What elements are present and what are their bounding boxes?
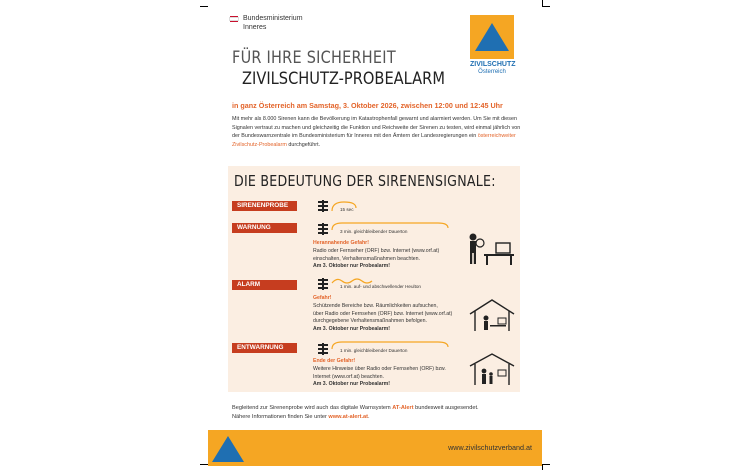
- footer-text: [232, 404, 532, 422]
- house-shelter-icon: [468, 298, 516, 332]
- caption-sirenenprobe: 15 sec: [340, 207, 354, 212]
- date-line: in ganz Österreich am Samstag, 3. Oktober 2026, zwischen 12:00 und 12:45 Uhr: [232, 101, 503, 110]
- page-title-line2: ZIVILSCHUTZ-PROBEALARM: [242, 69, 445, 89]
- at-alert-link[interactable]: www.at-alert.at: [328, 414, 368, 420]
- footer-line1: [232, 404, 532, 413]
- siren-icon: [318, 278, 328, 290]
- triangle-icon: [475, 23, 509, 51]
- siren-icon: [318, 200, 328, 212]
- label-alarm: ALARM: [232, 280, 297, 290]
- footer-line1-hl: AT-Alert: [392, 405, 414, 411]
- triangle-icon: [212, 436, 244, 462]
- desc-entwarnung-line: Internet (www.orf.at) beachten.: [313, 373, 384, 380]
- desc-alarm-line: durchgegebene Verhaltensmaßnahmen befolgen.: [313, 318, 427, 325]
- website-link[interactable]: www.zivilschutzverband.at: [448, 443, 532, 452]
- person-tv-icon: [464, 232, 516, 268]
- desc-alarm-heading: Gefahr!: [313, 295, 332, 301]
- intro-highlight: österreichweiter Zivilschutz-Probealarm: [232, 133, 516, 148]
- desc-warnung-heading: Herannahende Gefahr!: [313, 240, 369, 246]
- label-warnung: WARNUNG: [232, 223, 297, 233]
- logo-line2: Österreich: [478, 69, 506, 75]
- footer-line2: [232, 413, 532, 422]
- desc-entwarnung-heading: Ende der Gefahr!: [313, 358, 356, 364]
- footer-line2-post: .: [368, 414, 370, 420]
- house-family-icon: [468, 352, 516, 386]
- label-entwarnung: ENTWARNUNG: [232, 343, 297, 353]
- desc-entwarnung-line: Weitere Hinweise über Radio oder Fernsehen (ORF) bzw.: [313, 365, 446, 372]
- intro-text: Mit mehr als 8.000 Sirenen kann die Bevölkerung im Katastrophenfall gewarnt und alarmiert werden. Um Sie mit diesen Signalen vertraut zu machen und gleichzeitig die Funktion und Reichweite der Sirenen zu testen, wird einmal jährlich von der Bundeswarnzentrale im Bundesministerium für Inneres mit den Ämtern der Landesregierungen ein: [232, 116, 521, 140]
- ministry-line1: Bundesministerium: [243, 15, 303, 22]
- desc-warnung-line: einschalten, Verhaltensmaßnahmen beachten.: [313, 255, 420, 262]
- intro-paragraph: [232, 115, 524, 149]
- footer-line1-pre: Begleitend zur Sirenenprobe wird auch das digitale Warnsystem: [232, 405, 393, 411]
- desc-alarm-line: Schützende Bereiche bzw. Räumlichkeiten aufsuchen,: [313, 302, 438, 309]
- signals-panel: [228, 166, 520, 392]
- crop-mark: [542, 6, 550, 7]
- desc-warnung-line: Radio oder Fernseher (ORF) bzw. Internet (www.orf.at): [313, 247, 440, 254]
- desc-alarm: [313, 295, 483, 334]
- flyer-page: [208, 0, 542, 470]
- crop-mark: [200, 464, 208, 465]
- desc-entwarnung: [313, 358, 483, 389]
- logo-line1: ZIVILSCHUTZ: [470, 61, 516, 68]
- footer-line2-pre: Nähere Informationen finden Sie unter: [232, 414, 329, 420]
- footer-line1-post: bundesweit ausgesendet.: [413, 405, 479, 411]
- panel-title: DIE BEDEUTUNG DER SIRENENSIGNALE:: [234, 172, 496, 190]
- desc-warnung-note: Am 3. Oktober nur Probealarm!: [313, 263, 390, 270]
- crop-mark: [542, 464, 550, 465]
- crop-mark: [200, 6, 208, 7]
- label-sirenenprobe: SIRENENPROBE: [232, 201, 297, 211]
- siren-icon: [318, 343, 328, 355]
- caption-alarm: 1 min. auf- und abschwellender Heulton: [340, 284, 421, 289]
- desc-entwarnung-note: Am 3. Oktober nur Probealarm!: [313, 381, 390, 388]
- desc-warnung: [313, 240, 483, 271]
- desc-alarm-note: Am 3. Oktober nur Probealarm!: [313, 326, 390, 333]
- bottom-bar: [208, 430, 542, 466]
- caption-warnung: 3 min. gleichbleibender Dauerton: [340, 229, 408, 234]
- ministry-line2: Inneres: [243, 24, 267, 31]
- austria-flag-icon: [230, 16, 238, 22]
- desc-alarm-line: über Radio oder Fernsehen (ORF) bzw. Internet (www.orf.at): [313, 310, 453, 317]
- zivilschutz-logo: [470, 15, 514, 77]
- siren-icon: [318, 223, 328, 235]
- page-title-line1: FÜR IHRE SICHERHEIT: [232, 48, 396, 68]
- intro-end: durchgeführt.: [286, 141, 321, 148]
- caption-entwarnung: 1 min. gleichbleibender Dauerton: [340, 348, 408, 353]
